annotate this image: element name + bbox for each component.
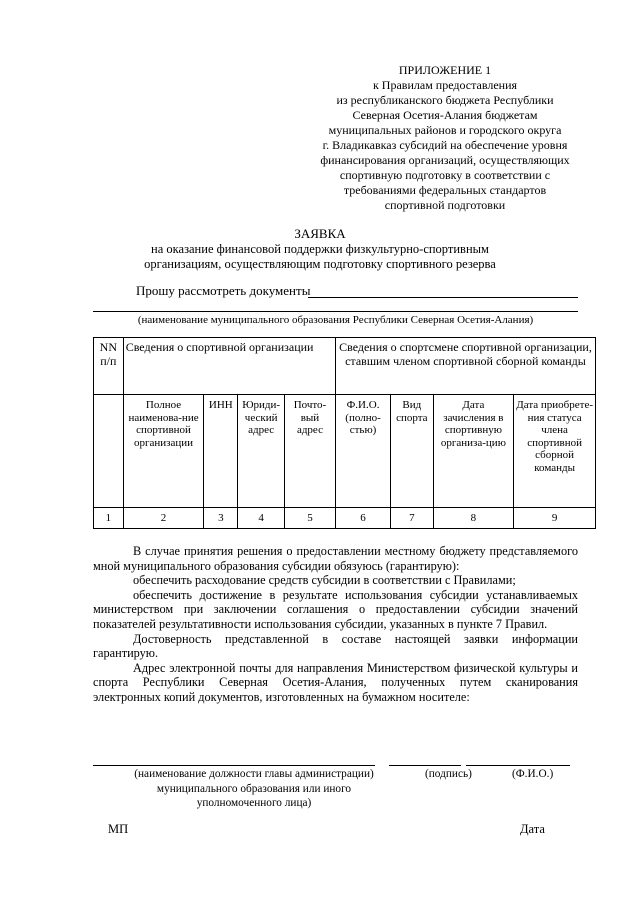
document-subtitle-line: организациям, осуществляющим подготовку спортивного резерва [144,257,496,271]
municipality-fill-line[interactable] [93,311,578,312]
commitment-paragraph: Достоверность представленной в составе настоящей заявки информации гарантирую. [93,631,578,661]
table-header-org-group: Сведения о спортивной организации [123,338,335,395]
position-caption [93,767,415,811]
appendix-line: спортивную подготовку в соответствии с [339,168,551,182]
table-subheader-cell: Ф.И.О. (полно-стью) [335,395,390,508]
commitment-paragraph: обеспечить достижение в результате использования субсидии устанавливаемых министерством при заключении соглашения о предоставлении субсидии значений показателей результативности использования субсидии, указанных в пункте 7 Правил. [93,587,578,631]
table-subheader-cell: Дата зачисления в спортивную организа-цию [433,395,514,508]
document-title: ЗАЯВКА [294,226,346,241]
commitment-paragraph: В случае принятия решения о предоставлении местному бюджету представляемого мной муниципального образования субсидии обязуюсь (гарантирую): [93,544,578,573]
table-column-number: 6 [335,508,390,529]
table-column-number: 5 [285,508,336,529]
date-label: Дата [520,822,545,836]
table-column-number: 3 [204,508,238,529]
commitment-paragraph: Адрес электронной почты для направления Министерством физической культуры и спорта Республики Северная Осетия-Алания, полученных путем сканирования электронных копий документов, изготовленных на бумажном носителе: [93,660,578,704]
signature-caption: (подпись) [425,768,472,780]
table-subheader-cell: Вид спорта [391,395,433,508]
document-title-block [60,226,580,272]
appendix-line: к Правилам предоставления [372,78,518,92]
table-header-athlete-group: Сведения о спортсмене спортивной организации, ставшим членом спортивной сборной команды [335,338,595,395]
application-table [93,337,596,529]
table-subheader-cell: ИНН [204,395,238,508]
commitment-paragraph: обеспечить расходование средств субсидии в соответствии с Правилами; [133,573,516,588]
table-subheader-cell: Дата приобрете-ния статуса члена спортивной сборной команды [514,395,596,508]
appendix-line: требованиями федеральных стандартов [343,183,547,197]
appendix-line: спортивной подготовки [384,198,506,212]
request-fill-line[interactable] [308,297,578,298]
table-header-nn: NN п/п [94,338,124,395]
position-caption-line: (наименование должности главы администрации) [134,768,374,780]
request-label: Прошу рассмотреть документы [136,283,311,298]
position-caption-line: уполномоченного лица) [196,797,312,809]
appendix-line: из республиканского бюджета Республики [336,93,554,107]
appendix-line: муниципальных районов и городского округа [328,123,562,137]
table-subheader-cell: Полное наименова-ние спортивной организации [123,395,204,508]
full-name-caption: (Ф.И.О.) [512,768,554,780]
signature-fill-line[interactable] [389,765,461,766]
appendix-header [300,63,590,213]
commitment-text [93,544,578,705]
position-fill-line[interactable] [93,765,375,766]
table-subheader-cell: Почто-вый адрес [285,395,336,508]
table-column-number: 1 [94,508,124,529]
table-column-number: 8 [433,508,514,529]
appendix-line: г. Владикавказ субсидий на обеспечение уровня [322,138,568,152]
appendix-line: финансирования организаций, осуществляющих [320,153,570,167]
full-name-fill-line[interactable] [466,765,570,766]
appendix-line: Северная Осетия-Алания бюджетам [352,108,538,122]
position-caption-line: муниципального образования или иного [156,782,352,795]
table-subheader-cell [94,395,124,508]
municipality-caption: (наименование муниципального образования Республики Северная Осетия-Алания) [137,314,534,326]
table-column-number: 7 [391,508,433,529]
stamp-placeholder: МП [108,822,129,836]
table-subheader-cell: Юриди-ческий адрес [238,395,285,508]
table-column-number: 9 [514,508,596,529]
table-column-number: 4 [238,508,285,529]
table-column-number: 2 [123,508,204,529]
document-subtitle-line: на оказание финансовой поддержки физкультурно-спортивным [151,242,489,256]
appendix-heading: ПРИЛОЖЕНИЕ 1 [398,63,492,77]
